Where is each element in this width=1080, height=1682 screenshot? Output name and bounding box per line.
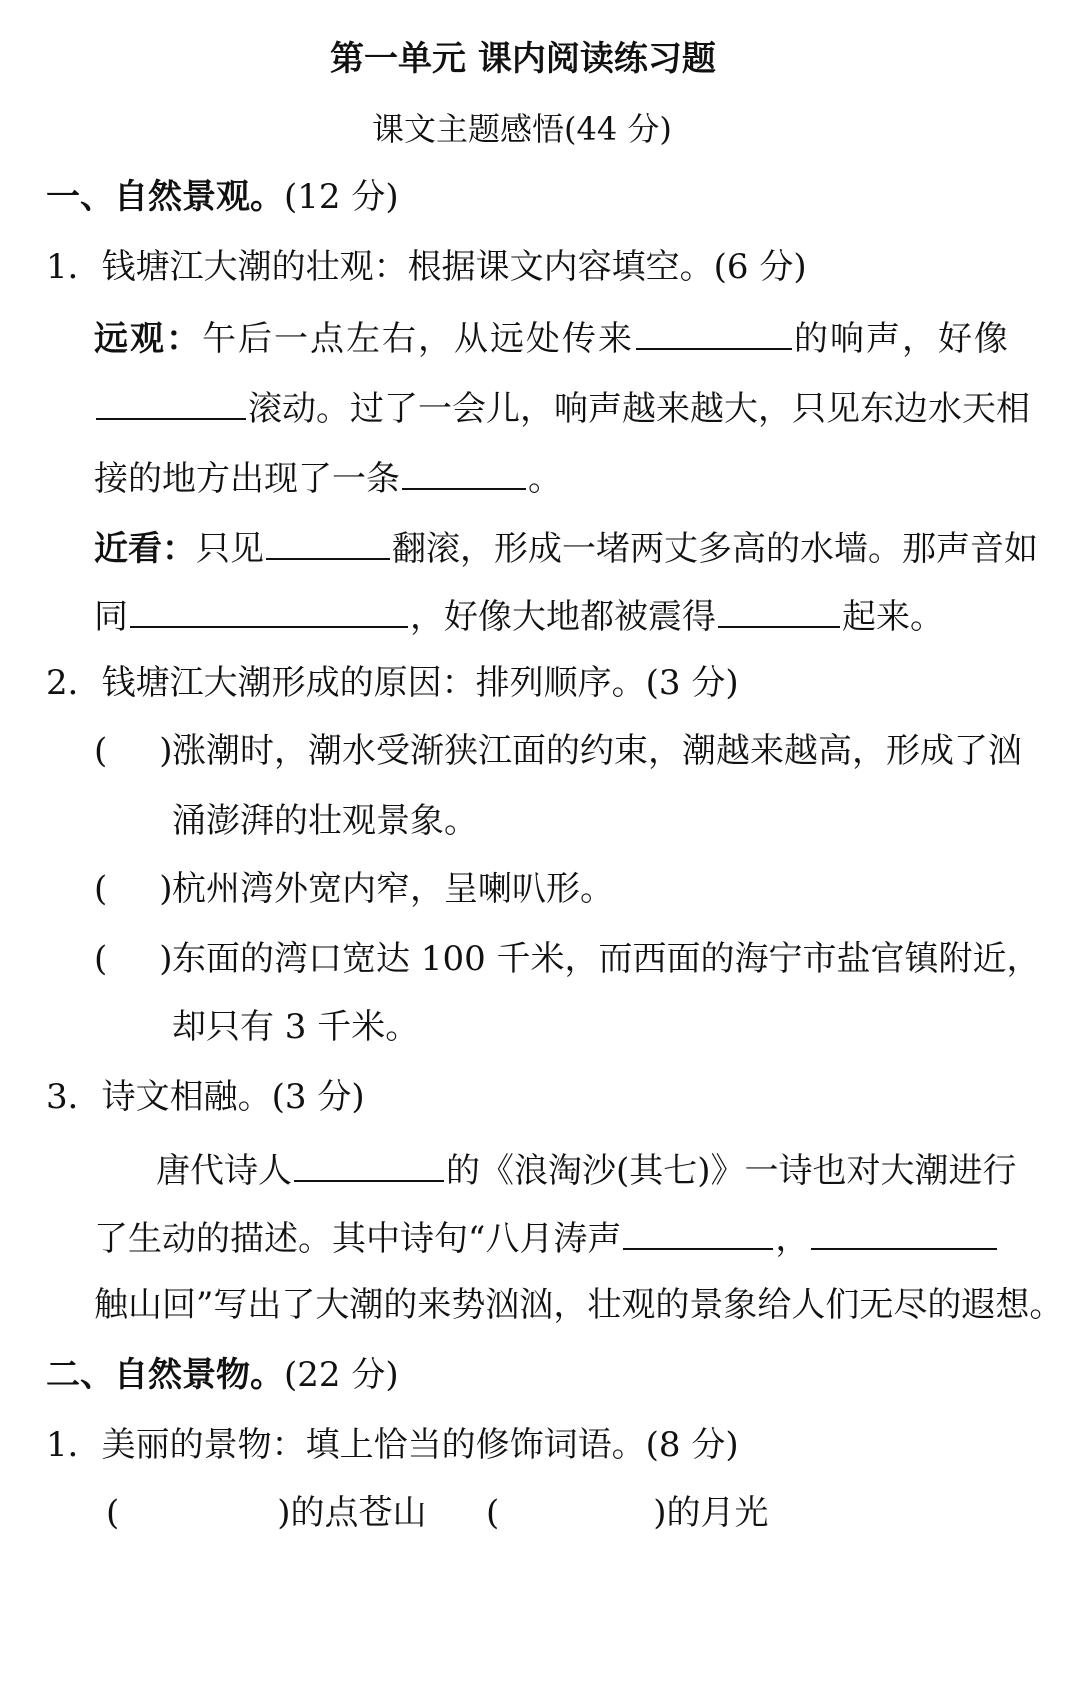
answer-blank[interactable]: [636, 312, 792, 350]
order-item-3: [94, 936, 1041, 982]
question-2-1: 1．美丽的景物：填上恰当的修饰词语。(8 分): [46, 1425, 739, 1465]
far-view-line-2: [94, 382, 1030, 432]
order-item-2: [94, 866, 614, 912]
section-heading-2-text: 二、自然景物。: [46, 1355, 284, 1395]
answer-blank[interactable]: [130, 590, 408, 628]
open-paren: (: [94, 939, 108, 979]
order-item-2-text: 杭州湾外宽内窄，呈喇叭形。: [172, 869, 614, 909]
modifier-item-1-text: 的点苍山: [290, 1493, 427, 1533]
poem-line-2: [94, 1212, 999, 1262]
far-view-text-b: 的响声，好像: [794, 319, 1010, 359]
open-paren: (: [486, 1493, 500, 1533]
page-title: 第一单元 课内阅读练习题: [330, 39, 716, 79]
modifier-item-1: [106, 1490, 427, 1536]
far-view-text-a: 午后一点左右，从远处传来: [202, 319, 634, 359]
close-paren: ): [159, 869, 173, 909]
order-item-3-text: 东面的湾口宽达 100 千米，而西面的海宁市盐官镇附近，: [172, 939, 1041, 979]
answer-blank[interactable]: [718, 590, 840, 628]
poem-text-a: 唐代诗人: [156, 1151, 292, 1191]
close-paren: ): [653, 1493, 667, 1533]
order-bracket[interactable]: [94, 866, 172, 912]
order-item-1-text: 涨潮时，潮水受渐狭江面的约束，潮越来越高，形成了汹: [172, 731, 1022, 771]
poem-text-d: ，: [775, 1219, 810, 1259]
far-view-text-d: 接的地方出现了一条: [94, 459, 400, 499]
answer-blank[interactable]: [623, 1212, 773, 1250]
open-paren: (: [94, 731, 108, 771]
open-paren: (: [94, 869, 108, 909]
far-view-line-1: [94, 312, 1010, 362]
section-heading-1: [46, 174, 399, 220]
poem-text-b: 的《浪淘沙(其七)》一诗也对大潮进行: [446, 1151, 1017, 1191]
section-heading-2: [46, 1352, 399, 1398]
order-item-1: [94, 728, 1022, 774]
question-1-1: 1．钱塘江大潮的壮观：根据课文内容填空。(6 分): [46, 247, 807, 287]
poem-line-3: 触山回”写出了大潮的来势汹汹，壮观的景象给人们无尽的遐想。: [94, 1285, 1064, 1325]
far-view-label: 远观：: [94, 319, 202, 359]
near-view-text-c: 同: [94, 597, 128, 637]
close-paren: ): [277, 1493, 291, 1533]
section-heading-1-text: 一、自然景观。: [46, 177, 284, 217]
open-paren: (: [106, 1493, 120, 1533]
section-heading-2-score: (22 分): [284, 1355, 399, 1395]
near-view-text-d: ，好像大地都被震得: [410, 597, 716, 637]
section-heading-1-score: (12 分): [284, 177, 399, 217]
order-bracket[interactable]: [94, 936, 172, 982]
near-view-text-b: 翻滚，形成一堵两丈多高的水墙。那声音如: [392, 529, 1038, 569]
question-1-3: 3．诗文相融。(3 分): [46, 1077, 365, 1117]
near-view-text-a: 只见: [196, 529, 264, 569]
answer-blank[interactable]: [811, 1212, 997, 1250]
order-item-3-cont: 却只有 3 千米。: [172, 1007, 420, 1047]
order-item-1-cont: 涌澎湃的壮观景象。: [172, 801, 478, 841]
near-view-label: 近看：: [94, 529, 196, 569]
far-view-text-e: 。: [528, 459, 562, 499]
answer-blank[interactable]: [266, 522, 390, 560]
answer-blank[interactable]: [96, 382, 246, 420]
far-view-line-3: [94, 452, 562, 502]
modifier-bracket[interactable]: [106, 1490, 291, 1536]
page-subtitle: 课文主题感悟(44 分): [372, 110, 672, 148]
near-view-text-e: 起来。: [842, 597, 944, 637]
answer-blank[interactable]: [402, 452, 526, 490]
modifier-item-2: [486, 1490, 769, 1536]
order-bracket[interactable]: [94, 728, 172, 774]
near-view-line-1: [94, 522, 1038, 572]
question-1-2: 2．钱塘江大潮形成的原因：排列顺序。(3 分): [46, 663, 739, 703]
near-view-line-2: [94, 590, 944, 640]
modifier-bracket[interactable]: [486, 1490, 667, 1536]
modifier-item-2-text: 的月光: [666, 1493, 769, 1533]
close-paren: ): [159, 939, 173, 979]
answer-blank[interactable]: [294, 1144, 444, 1182]
far-view-text-c: 滚动。过了一会儿，响声越来越大，只见东边水天相: [248, 389, 1030, 429]
poem-line-1: [156, 1144, 1017, 1194]
close-paren: ): [159, 731, 173, 771]
poem-text-c: 了生动的描述。其中诗句“八月涛声: [94, 1219, 622, 1259]
